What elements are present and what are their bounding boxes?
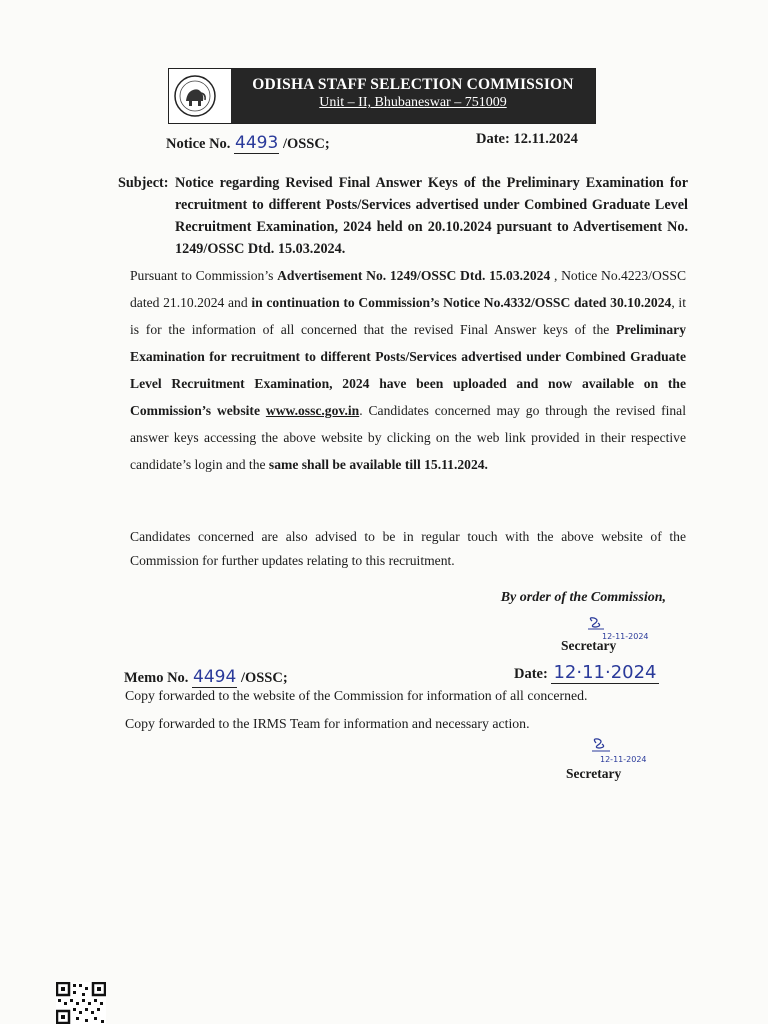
by-order-line: By order of the Commission, — [500, 590, 666, 605]
odisha-emblem-icon — [173, 74, 217, 118]
copy-line-2: Copy forwarded to the IRMS Team for information and necessary action. — [125, 716, 530, 731]
memo-number: Memo No. 4494 /OSSC; — [124, 667, 288, 687]
notice-number: Notice No. 4493 /OSSC; — [166, 133, 330, 153]
body-paragraph-2: Candidates concerned are also advised to be in regular touch with the above website of the Commission for further updates relating to this recruitment. — [130, 529, 686, 568]
qr-code-icon — [56, 982, 106, 1024]
commission-name: ODISHA STAFF SELECTION COMMISSION — [252, 76, 574, 93]
secretary-label-1: Secretary — [561, 638, 617, 653]
website-link[interactable]: www.ossc.gov.in — [265, 403, 360, 418]
signature-1-date: 12-11-2024 — [602, 632, 649, 641]
notice-date: Date: 12.11.2024 — [476, 131, 578, 147]
copy-line-1: Copy forwarded to the website of the Commission for information of all concerned. — [125, 688, 588, 703]
secretary-label-2: Secretary — [566, 766, 622, 781]
memo-date: Date: 12·11·2024 — [514, 662, 657, 683]
subject-text: Notice regarding Revised Final Answer Keys of the Preliminary Examination for recruitment to different Posts/Services advertised under Combined Graduate Level Recruitment Examination, 2024 held on 20.10.2024 pursuant to Advertisement No. 1249/OSSC Dtd. 15.03.2024. — [175, 175, 688, 257]
memo-number-handwritten: 4494 — [193, 667, 237, 687]
notice-number-handwritten: 4493 — [235, 133, 279, 153]
signature-2-date: 12-11-2024 — [600, 755, 647, 764]
commission-address: Unit – II, Bhubaneswar – 751009 — [319, 95, 507, 110]
subject-label: Subject: — [118, 175, 169, 191]
memo-date-handwritten: 12·11·2024 — [553, 662, 657, 683]
letterhead — [168, 68, 596, 124]
letterhead-band — [231, 69, 595, 123]
subject — [118, 172, 688, 260]
body-paragraph-1: Pursuant to Commission’s Advertisement No. 1249/OSSC Dtd. 15.03.2024 , Notice No.4223/OSSC dated 21.10.2024 and in continuation to Commission’s Notice No.4332/OSSC dated 30.10.2024, it is for the information of all concerned that the revised Final Answer keys of the Preliminary Examination for recruitment to different Posts/Services advertised under Combined Graduate Level Recruitment Examination, 2024 have been uploaded and now available on the Commission’s website www.ossc.gov.in. Candidates concerned may go through the revised final answer keys accessing the above website by clicking on the web link provided in their respective candidate’s login and the same shall be available till 15.11.2024. — [130, 268, 687, 472]
